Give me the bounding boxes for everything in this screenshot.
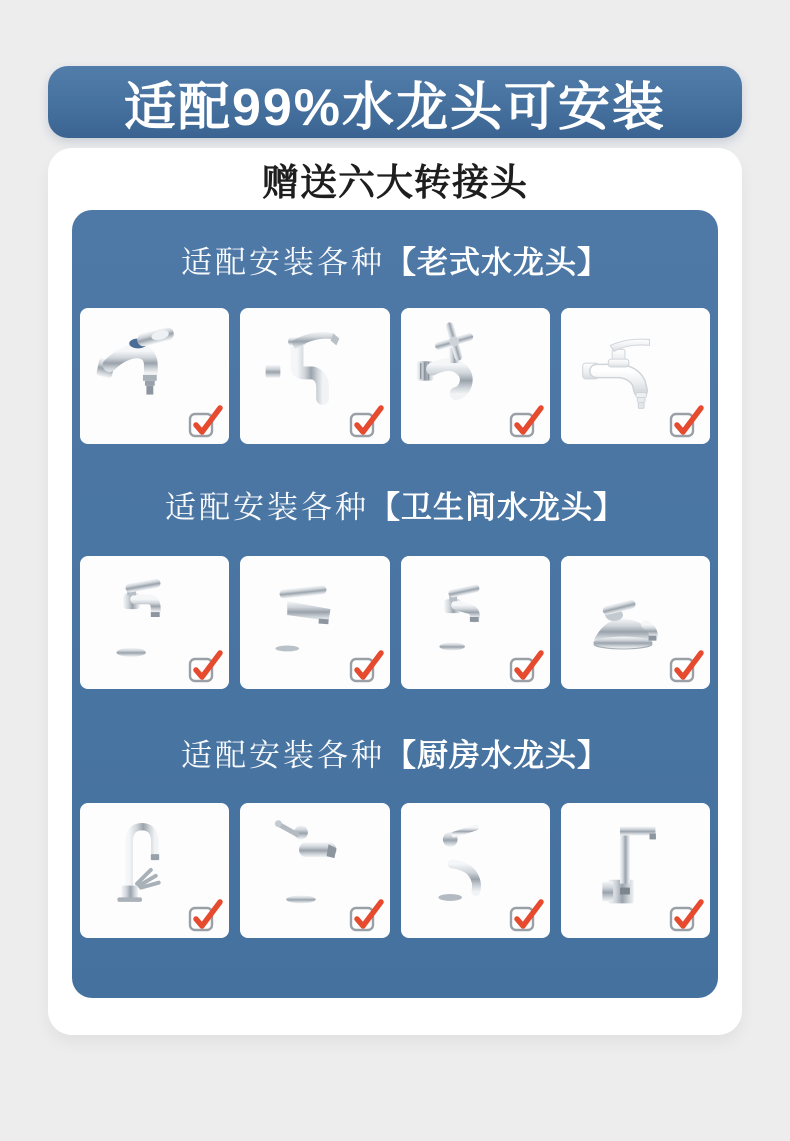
checkmark-icon (185, 401, 225, 441)
lever-handle-wall-tap-icon (82, 310, 200, 428)
compact-basin-mixer-faucet-icon (403, 558, 521, 676)
faucet-card (80, 308, 229, 444)
faucet-card (240, 308, 389, 444)
faucet-card (240, 803, 389, 938)
checkmark-icon (185, 646, 225, 686)
section-title-kitchen (80, 738, 710, 773)
checkmark-icon (346, 401, 386, 441)
faucet-card (401, 308, 550, 444)
subtitle: 赠送六大转接头 (262, 162, 528, 203)
checkmark-icon (666, 646, 706, 686)
section-title-prefix: 适配安装各种 (181, 245, 385, 280)
checkmark-icon (506, 895, 546, 935)
checkmark-icon (666, 895, 706, 935)
section-title-emphasis: 【厨房水龙头】 (385, 738, 609, 773)
checkmark-icon (506, 401, 546, 441)
checkmark-icon (666, 401, 706, 441)
checkmark-icon (346, 895, 386, 935)
section-title-prefix: 适配安装各种 (165, 490, 369, 525)
round-minimal-kitchen-faucet-icon (403, 805, 521, 923)
section-title-emphasis: 【卫生间水龙头】 (369, 490, 625, 525)
faucet-row-bathroom (80, 556, 710, 689)
gooseneck-kitchen-faucet-icon (82, 805, 200, 923)
white-plastic-wall-tap-icon (563, 310, 681, 428)
faucet-card (80, 556, 229, 689)
section-title-prefix: 适配安装各种 (181, 738, 385, 773)
square-l-spout-kitchen-faucet-icon (563, 805, 681, 923)
checkmark-icon (506, 646, 546, 686)
content-card (48, 148, 742, 1035)
product-infographic-page (0, 66, 790, 1141)
section-title-old-style (80, 245, 710, 280)
faucet-card (401, 556, 550, 689)
faucet-row-kitchen (80, 803, 710, 938)
faucet-row-old-style (80, 308, 710, 444)
cross-handle-wall-tap-icon (403, 310, 521, 428)
tall-steel-kitchen-faucet-icon (242, 805, 360, 923)
tall-basin-mixer-faucet-icon (82, 558, 200, 676)
section-title-emphasis: 【老式水龙头】 (385, 245, 609, 280)
faucet-card (80, 803, 229, 938)
faucet-card (561, 803, 710, 938)
compatibility-panel (72, 210, 718, 998)
checkmark-icon (185, 895, 225, 935)
checkmark-icon (346, 646, 386, 686)
header-title: 适配99%水龙头可安装 (123, 78, 667, 137)
flat-spout-basin-faucet-icon (242, 558, 360, 676)
section-title-bathroom (80, 490, 710, 525)
faucet-card (561, 556, 710, 689)
faucet-card (240, 556, 389, 689)
long-lever-wall-tap-icon (242, 310, 360, 428)
faucet-card (561, 308, 710, 444)
wide-base-basin-faucet-icon (563, 558, 681, 676)
faucet-card (401, 803, 550, 938)
header-banner (48, 66, 742, 138)
